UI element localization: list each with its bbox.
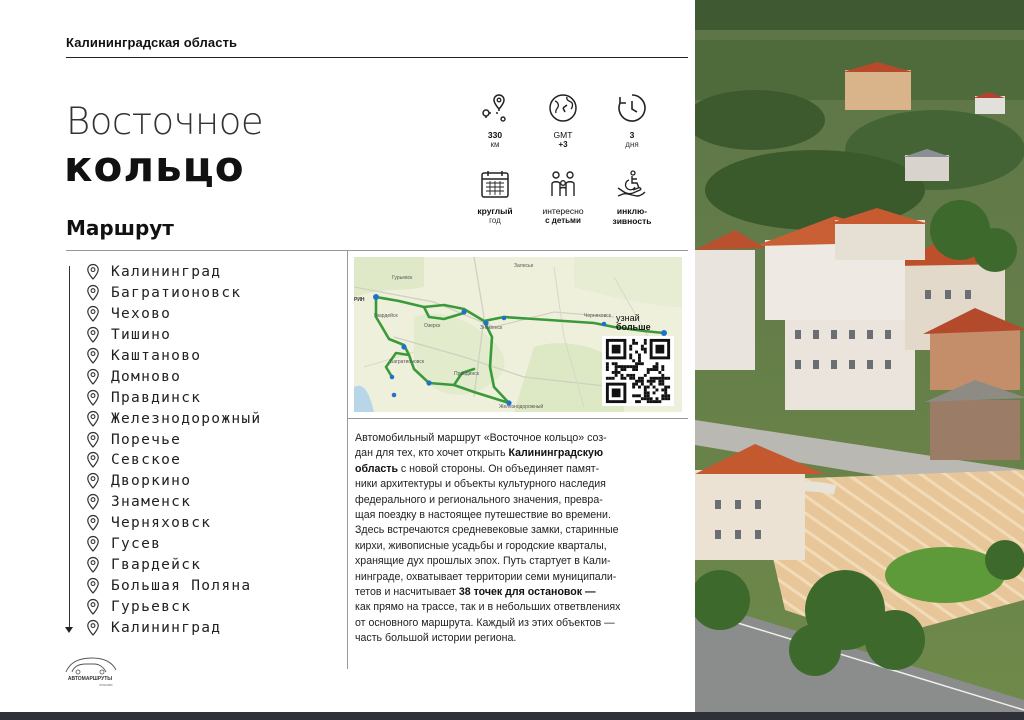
bottom-bar xyxy=(0,712,1024,720)
route-stop: Дворкино xyxy=(84,471,261,492)
section-divider xyxy=(66,250,688,251)
route-stop: Черняховск xyxy=(84,513,261,534)
route-stop: Большая Поляна xyxy=(84,575,261,596)
column-divider xyxy=(347,250,348,669)
feature-distance: 330 км xyxy=(465,92,525,149)
location-pin-icon xyxy=(84,284,102,302)
svg-text:РОССИИ: РОССИИ xyxy=(99,683,113,687)
family-icon xyxy=(547,168,579,200)
feature-timezone: GMT +3 xyxy=(533,92,593,149)
top-divider xyxy=(66,57,688,58)
clock-icon xyxy=(616,92,648,124)
title-line-1: Восточное xyxy=(66,100,264,143)
svg-text:Багратионовск: Багратионовск xyxy=(390,359,425,365)
location-pin-icon xyxy=(84,577,102,595)
location-pin-icon xyxy=(84,598,102,616)
location-pin-icon xyxy=(84,451,102,469)
route-distance-icon xyxy=(479,92,511,124)
route-stop: Гвардейск xyxy=(84,554,261,575)
location-pin-icon xyxy=(84,431,102,449)
route-heading: Маршрут xyxy=(66,216,174,240)
svg-text:Гурьевск: Гурьевск xyxy=(392,275,413,281)
location-pin-icon xyxy=(84,493,102,511)
location-pin-icon xyxy=(84,347,102,365)
qr-code-icon xyxy=(602,336,674,406)
location-pin-icon xyxy=(84,326,102,344)
feature-season: круглый год xyxy=(465,168,525,225)
route-stop: Домново xyxy=(84,366,261,387)
route-timeline xyxy=(69,266,70,628)
route-stop: Гурьевск xyxy=(84,596,261,617)
location-pin-icon xyxy=(84,389,102,407)
route-stop: Железнодорожный xyxy=(84,408,261,429)
svg-text:Гвардейск: Гвардейск xyxy=(374,313,398,319)
route-stop: Гусев xyxy=(84,534,261,555)
svg-text:Знаменск: Знаменск xyxy=(480,325,503,331)
location-pin-icon xyxy=(84,556,102,574)
route-stop: Багратионовск xyxy=(84,283,261,304)
location-pin-icon xyxy=(84,514,102,532)
location-pin-icon xyxy=(84,619,102,637)
svg-text:Черняховск: Черняховск xyxy=(584,313,611,319)
location-pin-icon xyxy=(84,305,102,323)
location-pin-icon xyxy=(84,535,102,553)
route-stop: Севское xyxy=(84,450,261,471)
svg-text:Залесье: Залесье xyxy=(514,263,534,269)
route-stop: Чехово xyxy=(84,304,261,325)
qr-code[interactable] xyxy=(602,336,674,406)
route-stop: Калининград xyxy=(84,262,261,283)
route-stop: Знаменск xyxy=(84,492,261,513)
map-divider xyxy=(347,418,688,419)
route-stops-list xyxy=(84,262,261,638)
feature-family: интересно с детьми xyxy=(533,168,593,225)
route-description: Автомобильный маршрут «Восточное кольцо» соз- дан для тех, кто хочет открыть Калининградскую область с новой стороны. Он объединяет памят- ники архитектуры и объекты культурного наследия федерального и регионального значения, превра- щая поездку в настоящее путешествие во времени. Здесь встречаются средневековые замки, старинные кирхи, живописные усадьбы и городские кварталы, хранящие дух прошлых эпох. Путь стартует в Кали- нинграде, охватывает территории семи муниципали- тетов и насчитывает 38 точек для остановок — как прямо на трассе, так и в небольших ответвлениях от основного маршрута. Каждый из этих объектов — часть большой истории региона. xyxy=(355,432,621,645)
accessibility-icon xyxy=(616,168,648,200)
svg-text:АВТОМАРШРУТЫ: АВТОМАРШРУТЫ xyxy=(67,676,113,682)
location-pin-icon xyxy=(84,472,102,490)
svg-text:Железнодорожный: Железнодорожный xyxy=(499,404,544,410)
route-stop: Поречье xyxy=(84,429,261,450)
svg-text:РИН: РИН xyxy=(354,297,365,303)
route-stop: Тишино xyxy=(84,325,261,346)
route-stop: Правдинск xyxy=(84,387,261,408)
feature-duration: 3 дня xyxy=(602,92,662,149)
automarshruty-logo xyxy=(62,650,118,690)
globe-clock-icon xyxy=(547,92,579,124)
location-pin-icon xyxy=(84,263,102,281)
timeline-arrow-icon xyxy=(65,627,73,633)
aerial-town-photo xyxy=(695,0,1024,720)
svg-text:Озерск: Озерск xyxy=(424,323,441,329)
route-stop: Калининград xyxy=(84,617,261,638)
qr-caption: узнай больше xyxy=(616,313,651,332)
region-title: Калининградская область xyxy=(66,35,238,50)
location-pin-icon xyxy=(84,410,102,428)
calendar-icon xyxy=(479,168,511,200)
route-stop: Каштаново xyxy=(84,346,261,367)
feature-accessibility: инклю- зивность xyxy=(602,168,662,226)
title-line-2: кольцо xyxy=(64,142,245,191)
svg-text:Правдинск: Правдинск xyxy=(454,371,479,377)
location-pin-icon xyxy=(84,368,102,386)
